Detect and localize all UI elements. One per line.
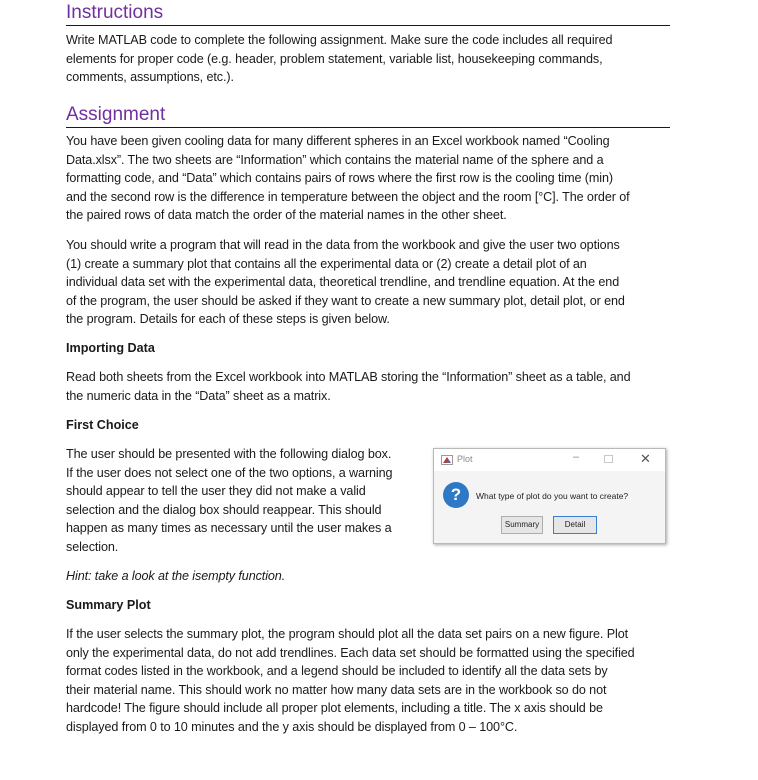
summary-plot-heading: Summary Plot [66, 598, 151, 612]
summary-button[interactable]: Summary [501, 516, 543, 534]
matlab-figure-icon [441, 455, 453, 465]
text-line: should appear to tell the user they did not make a valid [66, 484, 366, 499]
maximize-icon[interactable] [604, 455, 613, 463]
text-line: selection. [66, 539, 119, 554]
text-line: of the program, the user should be asked if they want to create a new summary plot, detail plot, or end [66, 293, 625, 308]
text-line: If the user selects the summary plot, the program should plot all the data set pairs on a new figure. Plot [66, 627, 629, 641]
plot-dialog [433, 448, 666, 544]
dialog-message: What type of plot do you want to create? [476, 491, 629, 501]
text-line: happen as many times as necessary until the user makes a [66, 521, 392, 536]
text-line: their material name. This should work no matter how many data sets are in the workbook so do not [66, 682, 607, 697]
instructions-paragraph [66, 31, 672, 87]
text-line: hardcode! The figure should include all proper plot elements, including a title. The x axis should be [66, 701, 603, 716]
close-icon[interactable]: ✕ [640, 451, 651, 466]
dialog-titlebar [434, 449, 665, 471]
assignment-paragraph-2 [66, 236, 672, 329]
text-line: Write MATLAB code to complete the following assignment. Make sure the code includes all required [66, 33, 613, 47]
importing-data-paragraph [66, 368, 672, 405]
dialog-title: Plot [457, 454, 473, 464]
text-line: (1) create a summary plot that contains all the experimental data or (2) create a detail plot of an [66, 256, 587, 271]
minimize-icon[interactable]: – [573, 451, 580, 463]
summary-plot-paragraph [66, 625, 672, 737]
text-line: Read both sheets from the Excel workbook into MATLAB storing the “Information” sheet as a table, and [66, 370, 631, 384]
text-line: format codes listed in the workbook, and a legend should be included to identify all the data sets by [66, 664, 608, 679]
text-line: individual data set with the experimental data, theoretical trendline, and trendline equation. At the end [66, 275, 620, 290]
text-line: If the user does not select one of the two options, a warning [66, 465, 393, 480]
text-line: The user should be presented with the following dialog box. [66, 447, 392, 461]
text-line: You should write a program that will read in the data from the workbook and give the user two options [66, 238, 620, 252]
text-line: You have been given cooling data for many different spheres in an Excel workbook named “Cooling [66, 134, 610, 148]
text-line: elements for proper code (e.g. header, problem statement, variable list, housekeeping commands, [66, 51, 603, 66]
text-line: the paired rows of data match the order of the material names in the other sheet. [66, 208, 507, 223]
question-icon: ? [443, 482, 469, 508]
detail-button[interactable]: Detail [553, 516, 597, 534]
assignment-paragraph-1 [66, 132, 672, 225]
assignment-heading: Assignment [66, 104, 670, 128]
text-line: formatting code, and “Data” which contains pairs of rows where the first row is the cooling time (min) [66, 171, 613, 186]
text-line: only the experimental data, do not add trendlines. Each data set should be formatted using the specified [66, 645, 635, 660]
importing-data-heading: Importing Data [66, 341, 155, 355]
first-choice-heading: First Choice [66, 418, 139, 432]
text-line: and the second row is the difference in temperature between the object and the room [°C]. The order of [66, 189, 630, 204]
text-line: Data.xlsx”. The two sheets are “Information” which contains the material name of the sphere and a [66, 152, 604, 167]
first-choice-paragraph [66, 445, 426, 557]
hint-text: Hint: take a look at the isempty function. [66, 569, 286, 583]
text-line: selection and the dialog box should reappear. This should [66, 502, 382, 517]
text-line: comments, assumptions, etc.). [66, 70, 234, 85]
instructions-heading: Instructions [66, 2, 670, 26]
text-line: displayed from 0 to 10 minutes and the y axis should be displayed from 0 – 100°C. [66, 719, 518, 734]
text-line: the numeric data in the “Data” sheet as a matrix. [66, 388, 331, 403]
text-line: the program. Details for each of these steps is given below. [66, 312, 390, 327]
